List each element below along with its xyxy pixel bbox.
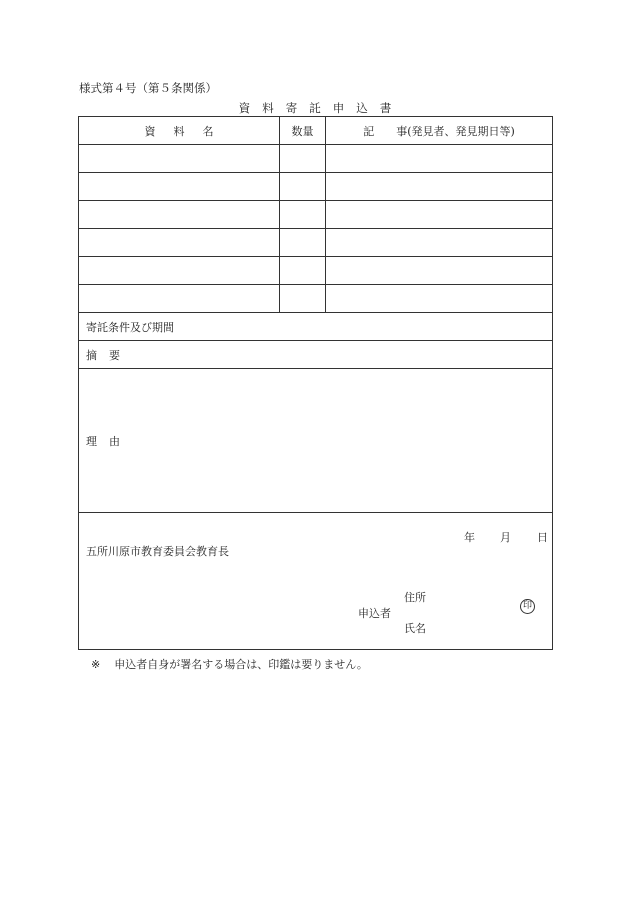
reason-row [79,369,553,513]
header-material-name: 資 料 名 [79,117,280,145]
quantity-field[interactable] [280,229,326,257]
application-table [78,116,553,650]
quantity-field[interactable] [280,145,326,173]
remarks-field[interactable] [326,229,553,257]
quantity-field[interactable] [280,173,326,201]
material-name-field[interactable] [79,257,280,285]
signature-row [79,513,553,650]
summary-label[interactable]: 摘 要 [79,341,553,369]
quantity-field[interactable] [280,201,326,229]
table-row [79,229,553,257]
table-row [79,285,553,313]
table-header-row [79,117,553,145]
date-year: 年 [464,531,475,544]
form-title [0,100,630,116]
date-day: 日 [537,531,548,544]
title-char: 寄 [285,101,298,115]
title-char: 料 [262,101,274,115]
table-row [79,173,553,201]
form-number: 様式第４号（第５条関係） [79,81,217,95]
footnote-text: 申込者自身が署名する場合は、印鑑は要りません。 [114,658,368,671]
title-char: 託 [309,101,321,115]
table-row [79,257,553,285]
table-row [79,201,553,229]
title-char: 書 [379,101,392,115]
material-name-field[interactable] [79,285,280,313]
title-char: 込 [356,101,368,115]
date-month: 月 [500,531,511,544]
summary-row [79,341,553,369]
table-row [79,145,553,173]
header-remarks: 記 事(発見者、発見期日等) [326,117,553,145]
footnote-mark: ※ [91,658,101,671]
material-name-field[interactable] [79,145,280,173]
material-name-field[interactable] [79,201,280,229]
seal-icon: 印 [520,599,535,614]
remarks-field[interactable] [326,145,553,173]
title-char: 資 [238,101,251,115]
title-char: 申 [332,101,345,115]
addressee: 五所川原市教育委員会教育長 [86,545,229,558]
material-name-field[interactable] [79,229,280,257]
footnote [91,656,368,672]
name-label: 氏名 [404,622,426,635]
reason-field[interactable]: 理 由 [79,369,553,513]
remarks-field[interactable] [326,257,553,285]
address-label: 住所 [404,591,426,604]
conditions-row [79,313,553,341]
remarks-field[interactable] [326,173,553,201]
header-quantity: 数量 [280,117,326,145]
signature-section [79,513,553,650]
material-name-field[interactable] [79,173,280,201]
applicant-label: 申込者 [358,607,391,620]
quantity-field[interactable] [280,285,326,313]
quantity-field[interactable] [280,257,326,285]
conditions-label[interactable]: 寄託条件及び期間 [79,313,553,341]
remarks-field[interactable] [326,201,553,229]
remarks-field[interactable] [326,285,553,313]
